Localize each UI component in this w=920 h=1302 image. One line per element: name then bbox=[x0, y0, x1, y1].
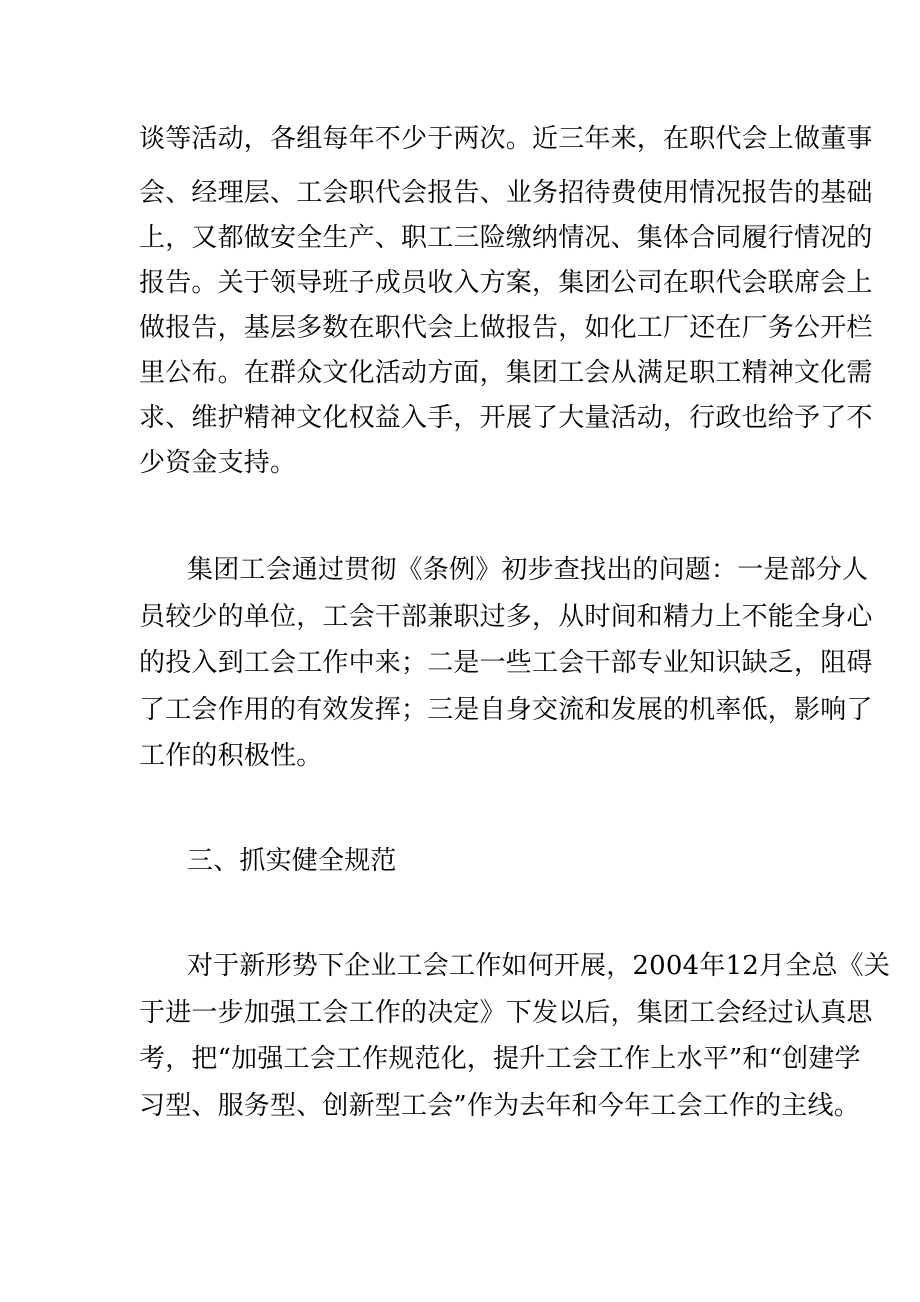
text-line: 做报告，基层多数在职代会上做报告，如化工厂还在厂务公开栏 bbox=[139, 313, 873, 343]
text-line: 于进一步加强工会工作的决定》下发以后，集团工会经过认真思 bbox=[139, 998, 873, 1028]
text-line: 了工会作用的有效发挥；三是自身交流和发展的机率低，影响了 bbox=[139, 695, 873, 725]
text-line: 会、经理层、工会职代会报告、业务招待费使用情况报告的基础 bbox=[139, 178, 873, 208]
text-line: 求、维护精神文化权益入手，开展了大量活动，行政也给予了不 bbox=[139, 403, 873, 433]
text-line: 谈等活动，各组每年不少于两次。近三年来，在职代会上做董事 bbox=[139, 124, 873, 154]
text-line: 上，又都做安全生产、职工三险缴纳情况、集体合同履行情况的 bbox=[139, 223, 873, 253]
text-line: 里公布。在群众文化活动方面，集团工会从满足职工精神文化需 bbox=[139, 358, 873, 388]
section-heading: 三、抓实健全规范 bbox=[187, 846, 397, 876]
text-line: 的投入到工会工作中来；二是一些工会干部专业知识缺乏，阻碍 bbox=[139, 648, 873, 678]
text-line: 考，把“加强工会工作规范化，提升工会工作上水平”和“创建学 bbox=[139, 1044, 861, 1074]
text-line: 对于新形势下企业工会工作如何开展，2004年12月全总《关 bbox=[187, 951, 891, 981]
text-line: 员较少的单位，工会干部兼职过多，从时间和精力上不能全身心 bbox=[139, 602, 873, 632]
text-line: 习型、服务型、创新型工会”作为去年和今年工会工作的主线。 bbox=[139, 1091, 860, 1121]
text-line: 集团工会通过贯彻《条例》初步查找出的问题：一是部分人 bbox=[187, 555, 869, 585]
text-line: 报告。关于领导班子成员收入方案，集团公司在职代会联席会上 bbox=[139, 268, 873, 298]
text-line: 工作的积极性。 bbox=[139, 741, 323, 771]
text-line: 少资金支持。 bbox=[139, 448, 297, 478]
